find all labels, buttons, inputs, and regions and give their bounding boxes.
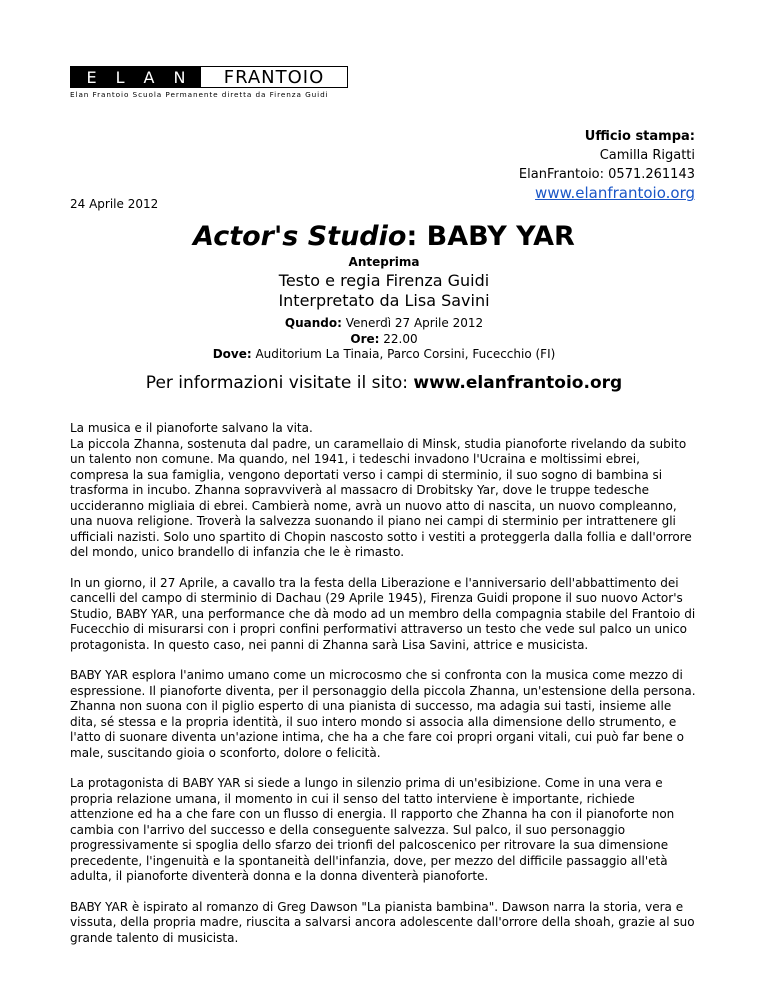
body-text bbox=[70, 421, 700, 961]
logo-bar bbox=[70, 66, 348, 88]
body-paragraph: In un giorno, il 27 Aprile, a cavallo tra la festa della Liberazione e l'anniversario dell'abbattimento dei cancelli del campo di sterminio di Dachau (29 Aprile 1945), Firenza Guidi propone il suo nuovo Actor's Studio, BABY YAR, una performance che dà modo ad un membro della compagnia stabile del Frantoio di Fucecchio di misurarsi con i propri confini performativi attraverso un testo che vede sul palco un unico protagonista. In questo caso, nei panni di Zhanna sarà Lisa Savini, attrice e musicista. bbox=[70, 575, 696, 652]
logo-letter: A bbox=[143, 67, 155, 87]
website-link[interactable]: www.elanfrantoio.org bbox=[535, 184, 695, 202]
info-line bbox=[0, 373, 768, 393]
credits bbox=[0, 271, 768, 311]
logo-letter: N bbox=[173, 67, 186, 87]
logo-subtitle: Elan Frantoio Scuola Permanente diretta da Firenza Guidi bbox=[70, 90, 329, 99]
credit-line: Testo e regia Firenza Guidi bbox=[278, 271, 490, 290]
press-office-block bbox=[519, 127, 695, 203]
where-line bbox=[0, 347, 768, 363]
body-paragraph: La protagonista di BABY YAR si siede a lungo in silenzio prima di un'esibizione. Come in una vera e propria relazione umana, il momento in cui il senso del tatto interviene è importante, richiede attenzione ed ha a che fare con un flusso di energia. Il rapporto che Zhanna ha con il pianoforte non cambia con l'arrivo del successo e della conseguente salvezza. Sul palco, il suo personaggio progressivamente si spoglia dello sfarzo dei trionfi del palcoscenico per ritrovare la sua dimensione precedente, l'ingenuità e la spontaneità dell'infanzia, dove, per mezzo del difficile passaggio all'età adulta, il pianoforte diventerà donna e la donna diventerà pianoforte. bbox=[70, 776, 675, 883]
time-label: Ore: bbox=[350, 331, 380, 346]
logo-frantoio: FRANTOIO bbox=[223, 66, 325, 88]
where-value: Auditorium La Tinaia, Parco Corsini, Fucecchio (FI) bbox=[251, 347, 556, 361]
body-paragraph: BABY YAR esplora l'animo umano come un microcosmo che si confronta con la musica come mezzo di espressione. Il pianoforte diventa, per il personaggio della piccola Zhanna, un'estensione della persona. Zhanna non suona con il piglio esperto di una pianista di successo, ma adagia sui tasti, insieme alle dita, sé stessa e la propria identità, il suo intero mondo si associa alla dimensione dello strumento, e l'atto di suonare diventa un'azione intima, che ha a che fare coi propri organi vitali, cui può far bene o male, suscitando gioia o sconforto, dolore o felicità. bbox=[70, 668, 696, 760]
logo-elan-block bbox=[71, 67, 201, 87]
body-paragraph: La musica e il pianoforte salvano la vita. La piccola Zhanna, sostenuta dal padre, un caramellaio di Minsk, studia pianoforte rivelando da subito un talento non comune. Ma quando, nel 1941, i tedeschi invadono l'Ucraina e moltissimi ebrei, compresa la sua famiglia, vengono deportati verso i campi di sterminio, il suo sogno di bambina si trasforma in incubo. Zhanna sopravviverà al massacro di Drobitsky Yar, dove le truppe tedesche uccideranno migliaia di ebrei. Cambierà nome, avrà un nuovo atto di nascita, un nuovo compleanno, una nuova religione. Troverà la salvezza suonando il piano nei campi di sterminio per intrattenere gli ufficiali nazisti. Solo uno spartito di Chopin nascosto sotto i vestiti a proteggerla dalla follia e dall'orrore del mondo, unico brandello di infanzia che le è rimasto. bbox=[70, 421, 692, 559]
credit-line: Interpretato da Lisa Savini bbox=[278, 291, 490, 310]
where-label: Dove: bbox=[212, 347, 252, 361]
logo-letter: E bbox=[86, 67, 97, 87]
logo-letter: L bbox=[115, 67, 125, 87]
press-contact-name: Camilla Rigatti bbox=[599, 148, 695, 163]
when-label: Quando: bbox=[284, 316, 342, 330]
title-rest: : BABY YAR bbox=[406, 221, 575, 252]
info-text: Per informazioni visitate il sito: bbox=[145, 373, 414, 393]
when-line bbox=[0, 316, 768, 332]
release-date: 24 Aprile 2012 bbox=[70, 197, 159, 211]
title-italic: Actor's Studio bbox=[193, 221, 407, 252]
body-paragraph: BABY YAR è ispirato al romanzo di Greg Dawson "La pianista bambina". Dawson narra la storia, vera e vissuta, della propria madre, riuscita a salvarsi ancora adolescente dall'orrore della shoah, grazie al suo grande talento di musicista. bbox=[70, 899, 695, 945]
press-office-title: Ufficio stampa: bbox=[584, 129, 695, 144]
elan-frantoio-logo bbox=[70, 66, 348, 99]
page-title bbox=[0, 221, 768, 252]
anteprima-label: Anteprima bbox=[348, 255, 420, 269]
event-details bbox=[0, 316, 768, 363]
time-value: 22.00 bbox=[379, 331, 418, 346]
time-line bbox=[0, 332, 768, 348]
when-value: Venerdì 27 Aprile 2012 bbox=[341, 316, 484, 330]
info-site-link[interactable]: www.elanfrantoio.org bbox=[413, 373, 623, 393]
press-contact-phone: ElanFrantoio: 0571.261143 bbox=[518, 167, 695, 182]
